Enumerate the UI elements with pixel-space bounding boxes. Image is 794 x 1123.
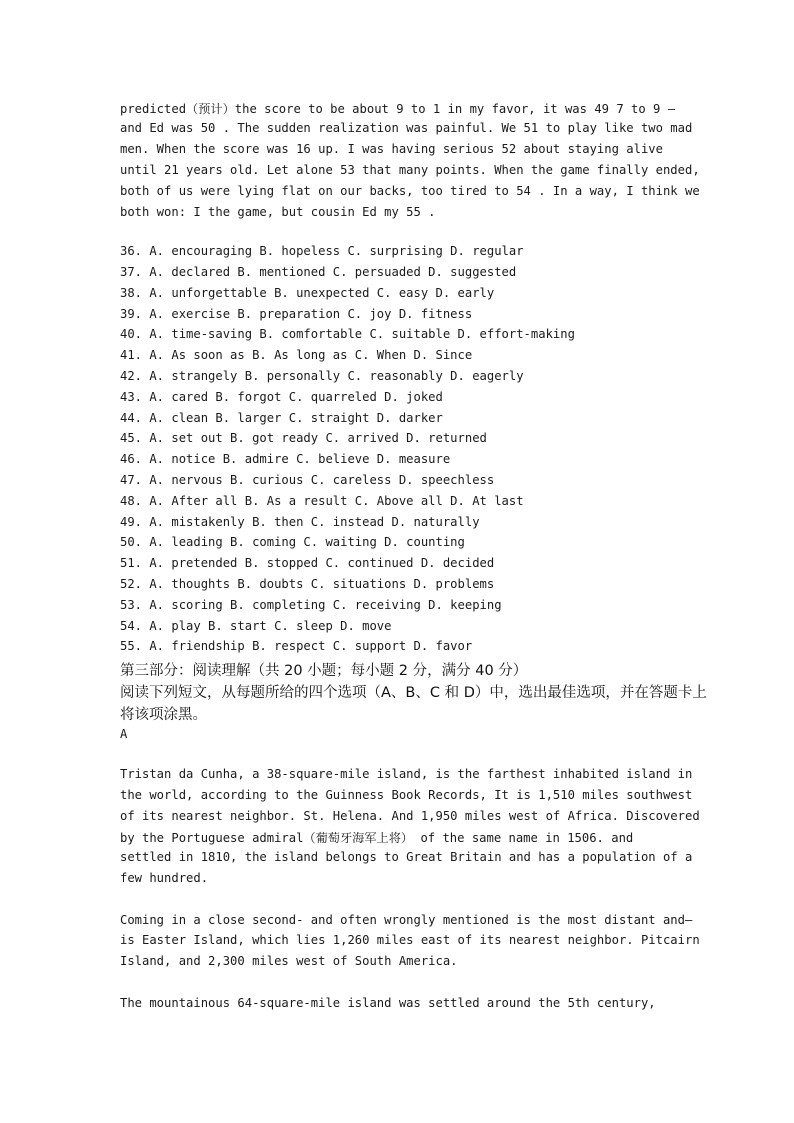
- section-heading: 第三部分：阅读理解（共 20 小题；每小题 2 分，满分 40 分）: [120, 663, 528, 679]
- question-item: 53. A. scoring B. completing C. receiving D. keeping: [120, 598, 502, 612]
- question-item: 44. A. clean B. larger C. straight D. darker: [120, 411, 443, 425]
- instruction-text: 阅读下列短文，从每题所给的四个选项（A、B、C 和 D）中，选出最佳选项，并在答题卡上: [120, 685, 707, 701]
- question-item: 50. A. leading B. coming C. waiting D. counting: [120, 535, 465, 549]
- question-item: 54. A. play B. start C. sleep D. move: [120, 619, 392, 633]
- question-item: 45. A. set out B. got ready C. arrived D. returned: [120, 431, 487, 445]
- question-item: 43. A. cared B. forgot C. quarreled D. joked: [120, 390, 443, 404]
- text-line: by the Portuguese admiral（葡萄牙海军上将） of the same name in 1506. and: [120, 831, 634, 845]
- instruction-text: 将该项涂黑。: [120, 707, 207, 723]
- question-item: 40. A. time-saving B. comfortable C. suitable D. effort-making: [120, 327, 575, 341]
- question-item: 46. A. notice B. admire C. believe D. measure: [120, 452, 451, 466]
- text-line: is Easter Island, which lies 1,260 miles east of its nearest neighbor. Pitcairn: [120, 933, 700, 947]
- question-item: 39. A. exercise B. preparation C. joy D. fitness: [120, 307, 473, 321]
- text-line: The mountainous 64-square-mile island was settled around the 5th century,: [120, 996, 656, 1010]
- text-line: Island, and 2,300 miles west of South America.: [120, 954, 458, 968]
- question-item: 51. A. pretended B. stopped C. continued D. decided: [120, 556, 495, 570]
- question-item: 49. A. mistakenly B. then C. instead D. naturally: [120, 515, 480, 529]
- question-item: 52. A. thoughts B. doubts C. situations D. problems: [120, 577, 495, 591]
- question-item: 55. A. friendship B. respect C. support D. favor: [120, 639, 473, 653]
- text-line: settled in 1810, the island belongs to Great Britain and has a population of a: [120, 850, 693, 864]
- text-line: Tristan da Cunha, a 38-square-mile island, is the farthest inhabited island in: [120, 767, 693, 781]
- text-line: predicted（预计）the score to be about 9 to 1 in my favor, it was 49 7 to 9 —: [120, 102, 676, 116]
- passage-label: A: [120, 727, 128, 741]
- text-line: few hundred.: [120, 871, 209, 885]
- question-item: 38. A. unforgettable B. unexpected C. easy D. early: [120, 286, 495, 300]
- text-line: of its nearest neighbor. St. Helena. And 1,950 miles west of Africa. Discovered: [120, 809, 700, 823]
- text-line: both won: I the game, but cousin Ed my 55 .: [120, 205, 436, 219]
- question-item: 48. A. After all B. As a result C. Above all D. At last: [120, 494, 524, 508]
- question-item: 47. A. nervous B. curious C. careless D. speechless: [120, 473, 495, 487]
- question-item: 37. A. declared B. mentioned C. persuaded D. suggested: [120, 265, 517, 279]
- question-item: 36. A. encouraging B. hopeless C. surprising D. regular: [120, 244, 524, 258]
- text-line: Coming in a close second- and often wrongly mentioned is the most distant and—: [120, 913, 693, 927]
- question-item: 42. A. strangely B. personally C. reasonably D. eagerly: [120, 369, 524, 383]
- text-line: both of us were lying flat on our backs, too tired to 54 . In a way, I think we: [120, 184, 700, 198]
- text-line: and Ed was 50 . The sudden realization was painful. We 51 to play like two mad: [120, 121, 693, 135]
- text-line: men. When the score was 16 up. I was having serious 52 about staying alive: [120, 142, 663, 156]
- text-line: until 21 years old. Let alone 53 that many points. When the game finally ended,: [120, 163, 700, 177]
- question-item: 41. A. As soon as B. As long as C. When D. Since: [120, 348, 473, 362]
- text-line: the world, according to the Guinness Book Records, It is 1,510 miles southwest: [120, 788, 693, 802]
